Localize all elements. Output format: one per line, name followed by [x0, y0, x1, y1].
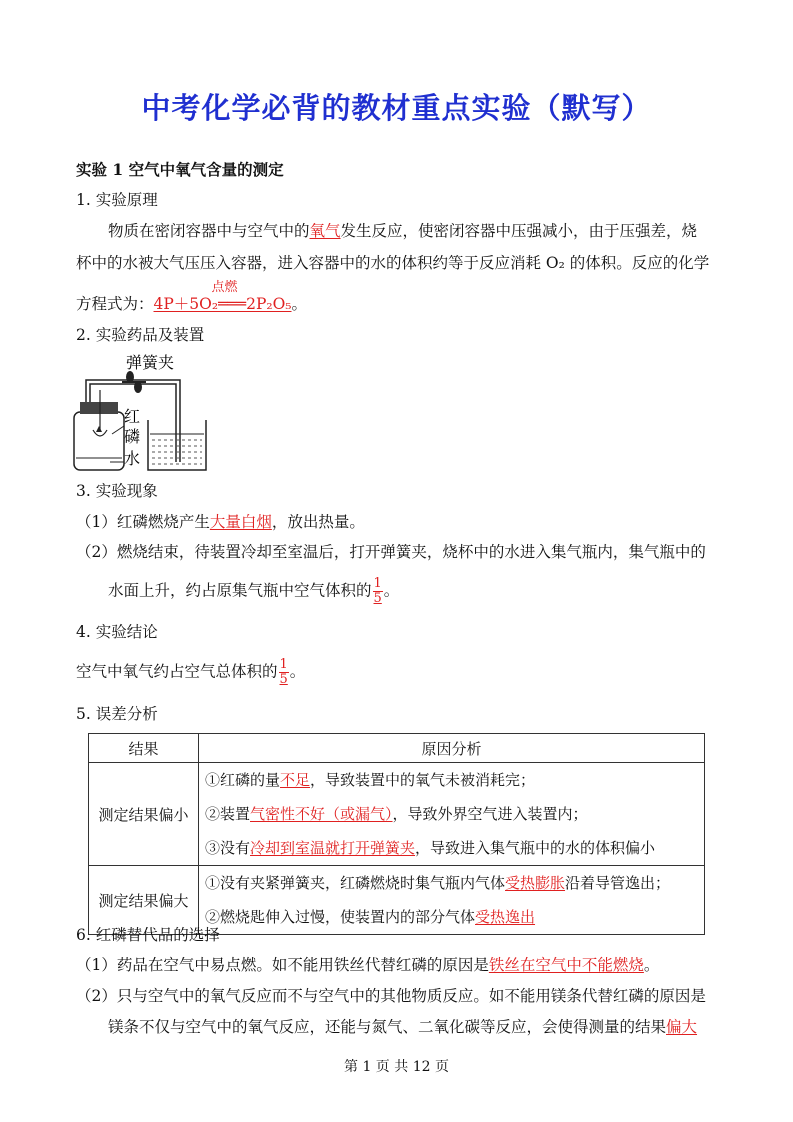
answer-text: 冷却到室温就打开弹簧夹	[250, 839, 416, 857]
answer-text: 气密性不好（或漏气）	[250, 805, 393, 823]
header-cell: 结果	[89, 734, 199, 763]
fraction-numerator: 1	[279, 657, 288, 672]
principle-line-1	[108, 221, 697, 241]
reason-line	[205, 866, 698, 900]
substitute-item-2: （2）只与空气中的氧气反应而不与空气中的其他物质反应。如不能用镁条代替红磷的原因是	[76, 987, 706, 1005]
text: 。	[383, 581, 400, 600]
header-cell: 原因分析	[199, 734, 705, 763]
clip-label: 弹簧夹	[126, 353, 175, 372]
reaction-condition: 点燃	[211, 280, 238, 295]
phosphorus-label: 磷	[124, 427, 141, 446]
row-label: 测定结果偏小	[89, 763, 199, 866]
text: ，导致外界空气进入装置内；	[392, 805, 588, 823]
fraction	[373, 577, 383, 606]
chemical-equation	[153, 280, 292, 314]
phenomenon-item-2-cont	[108, 577, 399, 606]
principle-line-3	[76, 280, 308, 314]
water-label: 水	[124, 449, 141, 468]
answer-text: 大量白烟	[209, 513, 272, 531]
equation-text: 4P＋5O₂═══2P₂O₅	[153, 295, 292, 313]
table-row	[89, 763, 705, 866]
principle-line-2: 杯中的水被大气压压入容器，进入容器中的水的体积约等于反应消耗 O₂ 的体积。反应的化学	[76, 254, 710, 272]
text: 水面上升，约占原集气瓶中空气体积的	[108, 581, 372, 600]
answer-text: 不足	[280, 771, 311, 789]
substitute-item-1	[76, 955, 659, 975]
text: ，导致进入集气瓶中的水的体积偏小	[415, 839, 656, 857]
answer-text: 氧气	[309, 222, 341, 240]
answer-text: 铁丝在空气中不能燃烧	[488, 956, 644, 974]
fraction	[279, 658, 289, 687]
text: 。	[643, 956, 660, 974]
text: 镁条不仅与空气中的氧气反应，还能与氮气、二氧化碳等反应，会使得测量的结果	[108, 1018, 667, 1036]
text: 空气中氧气约占空气总体积的	[76, 662, 278, 681]
phenomenon-item-2: （2）燃烧结束，待装置冷却至室温后，打开弹簧夹，烧杯中的水进入集气瓶内，集气瓶中的	[76, 543, 706, 561]
text: ，放出热量。	[271, 513, 365, 531]
conclusion-text	[76, 658, 305, 687]
section-heading: 2. 实验药品及装置	[76, 326, 205, 344]
text: 方程式为：	[76, 295, 154, 313]
section-heading: 3. 实验现象	[76, 482, 158, 500]
apparatus-diagram	[72, 350, 212, 475]
error-analysis-table	[88, 733, 705, 935]
fraction-denominator: 5	[279, 672, 288, 687]
reason-line	[205, 763, 698, 797]
text: ③没有	[205, 839, 251, 857]
answer-text: 受热膨胀	[505, 874, 566, 892]
experiment-heading: 实验 1 空气中氧气含量的测定	[76, 160, 284, 179]
text: ，导致装置中的氧气未被消耗完；	[310, 771, 536, 789]
substitute-item-2-cont	[108, 1017, 697, 1037]
text: 。	[289, 662, 306, 681]
text: （1）红磷燃烧产生	[76, 513, 210, 531]
reason-line	[205, 900, 698, 934]
text: 发生反应，使密闭容器中压强减小，由于压强差，烧	[340, 222, 698, 240]
section-heading: 4. 实验结论	[76, 623, 158, 641]
answer-text: 偏大	[666, 1018, 698, 1036]
text: （1）药品在空气中易点燃。如不能用铁丝代替红磷的原因是	[76, 956, 489, 974]
row-label: 测定结果偏大	[89, 866, 199, 935]
text: ①红磷的量	[205, 771, 281, 789]
text: ①没有夹紧弹簧夹，红磷燃烧时集气瓶内气体	[205, 874, 506, 892]
answer-text: 受热逸出	[475, 908, 536, 926]
fraction-denominator: 5	[373, 591, 382, 606]
text: 。	[291, 295, 308, 313]
fraction-numerator: 1	[373, 576, 382, 591]
reasons-cell	[199, 763, 705, 866]
page-title: 中考化学必背的教材重点实验（默写）	[141, 91, 652, 125]
text: 物质在密闭容器中与空气中的	[108, 222, 310, 240]
section-heading: 5. 误差分析	[76, 705, 158, 723]
section-heading: 6. 红磷替代品的选择	[76, 926, 220, 944]
red-label: 红	[124, 407, 141, 426]
phenomenon-item-1	[76, 512, 365, 532]
text: 沿着导管逸出；	[565, 874, 671, 892]
text: ②装置	[205, 805, 251, 823]
text: ②燃烧匙伸入过慢，使装置内的部分气体	[205, 908, 476, 926]
reason-line	[205, 797, 698, 831]
section-heading: 1. 实验原理	[76, 191, 158, 209]
table-header-row	[89, 734, 705, 763]
page-footer: 第 1 页 共 12 页	[344, 1059, 449, 1075]
reasons-cell	[199, 866, 705, 935]
reason-line	[205, 831, 698, 865]
